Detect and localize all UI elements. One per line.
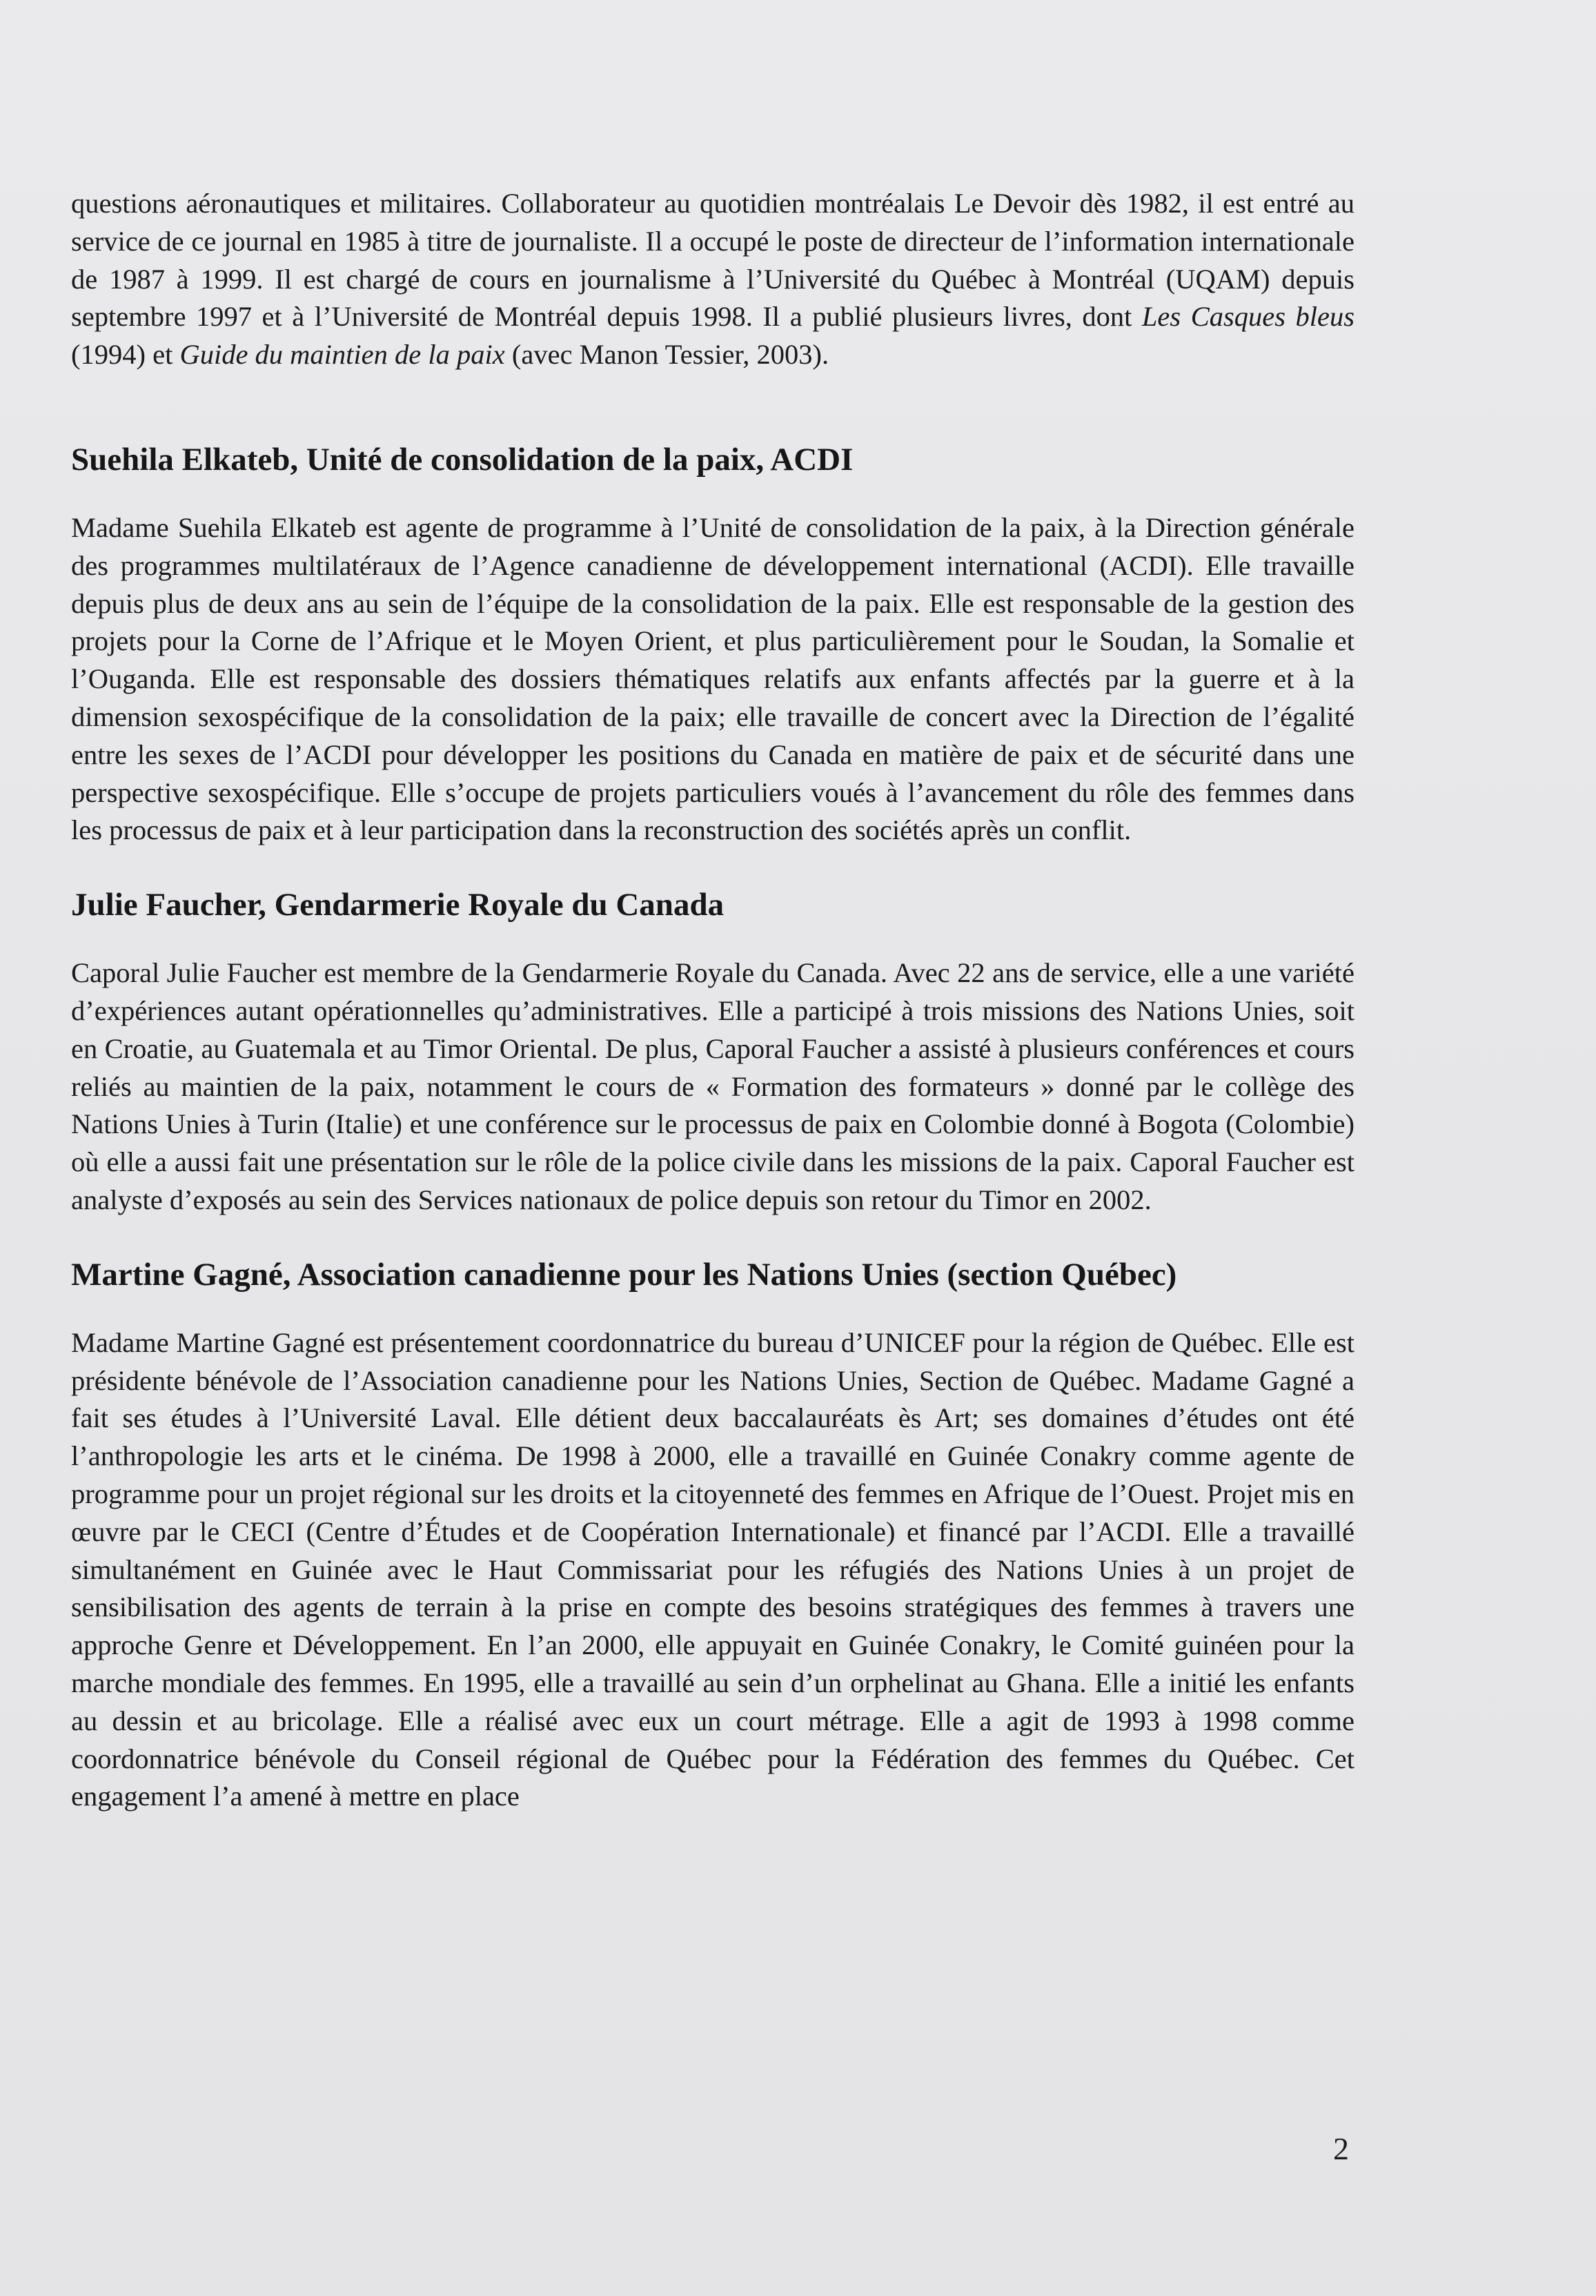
intro-text-3: (avec Manon Tessier, 2003). xyxy=(504,339,829,371)
intro-text-2: (1994) et xyxy=(71,339,180,371)
bio-text-elkateb: Madame Suehila Elkateb est agente de programme à l’Unité de consolidation de la paix, à la Direction générale des programmes multilatéraux de l’Agence canadienne de développement international (ACDI). Elle travaille depuis plus de deux ans au sein de l’équipe de la consolidation de la paix. Elle est responsable de la gestion des projets pour la Corne de l’Afrique et le Moyen Orient, et plus particulièrement pour le Soudan, la Somalie et l’Ouganda. Elle est responsable des dossiers thématiques relatifs aux enfants affectés par la guerre et à la dimension sexospécifique de la consolidation de la paix; elle travaille de concert avec la Direction de l’égalité entre les sexes de l’ACDI pour développer les positions du Canada en matière de paix et de sécurité dans une perspective sexospécifique. Elle s’occupe de projets particuliers voués à l’avancement du rôle des femmes dans les processus de paix et à leur participation dans la reconstruction des sociétés après un conflit. xyxy=(71,511,1354,846)
bio-heading-gagne: Martine Gagné, Association canadienne pour les Nations Unies (section Québec) xyxy=(71,1256,1177,1293)
intro-paragraph xyxy=(71,185,1354,374)
bio-heading-elkateb: Suehila Elkateb, Unité de consolidation de la paix, ACDI xyxy=(71,441,854,478)
page-number: 2 xyxy=(1333,2131,1349,2166)
bio-text-faucher: Caporal Julie Faucher est membre de la Gendarmerie Royale du Canada. Avec 22 ans de service, elle a une variété d’expériences autant opérationnelles qu’administratives. Elle a participé à trois missions des Nations Unies, soit en Croatie, au Guatemala et au Timor Oriental. De plus, Caporal Faucher a assisté à plusieurs conférences et cours reliés au maintien de la paix, notamment le cours de « Formation des formateurs » donné par le collège des Nations Unies à Turin (Italie) et une conférence sur le processus de paix en Colombie donné à Bogota (Colombie) où elle a aussi fait une présentation sur le rôle de la police civile dans les missions de la paix. Caporal Faucher est analyste d’exposés au sein des Services nationaux de police depuis son retour du Timor en 2002. xyxy=(71,957,1354,1215)
bio-heading-faucher: Julie Faucher, Gendarmerie Royale du Canada xyxy=(71,887,725,923)
page-content xyxy=(71,185,1354,1816)
book-title-casques-bleus: Les Casques bleus xyxy=(1141,301,1354,333)
bio-text-gagne: Madame Martine Gagné est présentement coordonnatrice du bureau d’UNICEF pour la région de Québec. Elle est présidente bénévole de l’Association canadienne pour les Nations Unies, Section de Québec. Madame Gagné a fait ses études à l’Université Laval. Elle détient deux baccalauréats ès Art; ses domaines d’études ont été l’anthropologie les arts et le cinéma. De 1998 à 2000, elle a travaillé en Guinée Conakry comme agente de programme pour un projet régional sur les droits et la citoyenneté des femmes en Afrique de l’Ouest. Projet mis en œuvre par le CECI (Centre d’Études et de Coopération Internationale) et financé par l’ACDI. Elle a travaillé simultanément en Guinée avec le Haut Commissariat pour les réfugiés des Nations Unies à un projet de sensibilisation des agents de terrain à la prise en compte des besoins stratégiques des femmes à travers une approche Genre et Développement. En l’an 2000, elle appuyait en Guinée Conakry, le Comité guinéen pour la marche mondiale des femmes. En 1995, elle a travaillé au sein d’un orphelinat au Ghana. Elle a initié les enfants au dessin et au bricolage. Elle a réalisé avec eux un court métrage. Elle a agit de 1993 à 1998 comme coordonnatrice bénévole du Conseil régional de Québec pour la Fédération des femmes du Québec. Cet engagement l’a amené à mettre en place xyxy=(71,1326,1354,1812)
bio-section-faucher xyxy=(71,885,1354,1219)
intro-text-1: questions aéronautiques et militaires. Collaborateur au quotidien montréalais Le Devoir dès 1982, il est entré au service de ce journal en 1985 à titre de journaliste. Il a occupé le poste de directeur de l’information internationale de 1987 à 1999. Il est chargé de cours en journalisme à l’Université du Québec à Montréal (UQAM) depuis septembre 1997 et à l’Université de Montréal depuis 1998. Il a publié plusieurs livres, dont xyxy=(71,188,1354,333)
bio-section-elkateb xyxy=(71,440,1354,850)
book-title-guide-maintien-paix: Guide du maintien de la paix xyxy=(179,339,505,371)
bio-section-gagne xyxy=(71,1255,1354,1816)
